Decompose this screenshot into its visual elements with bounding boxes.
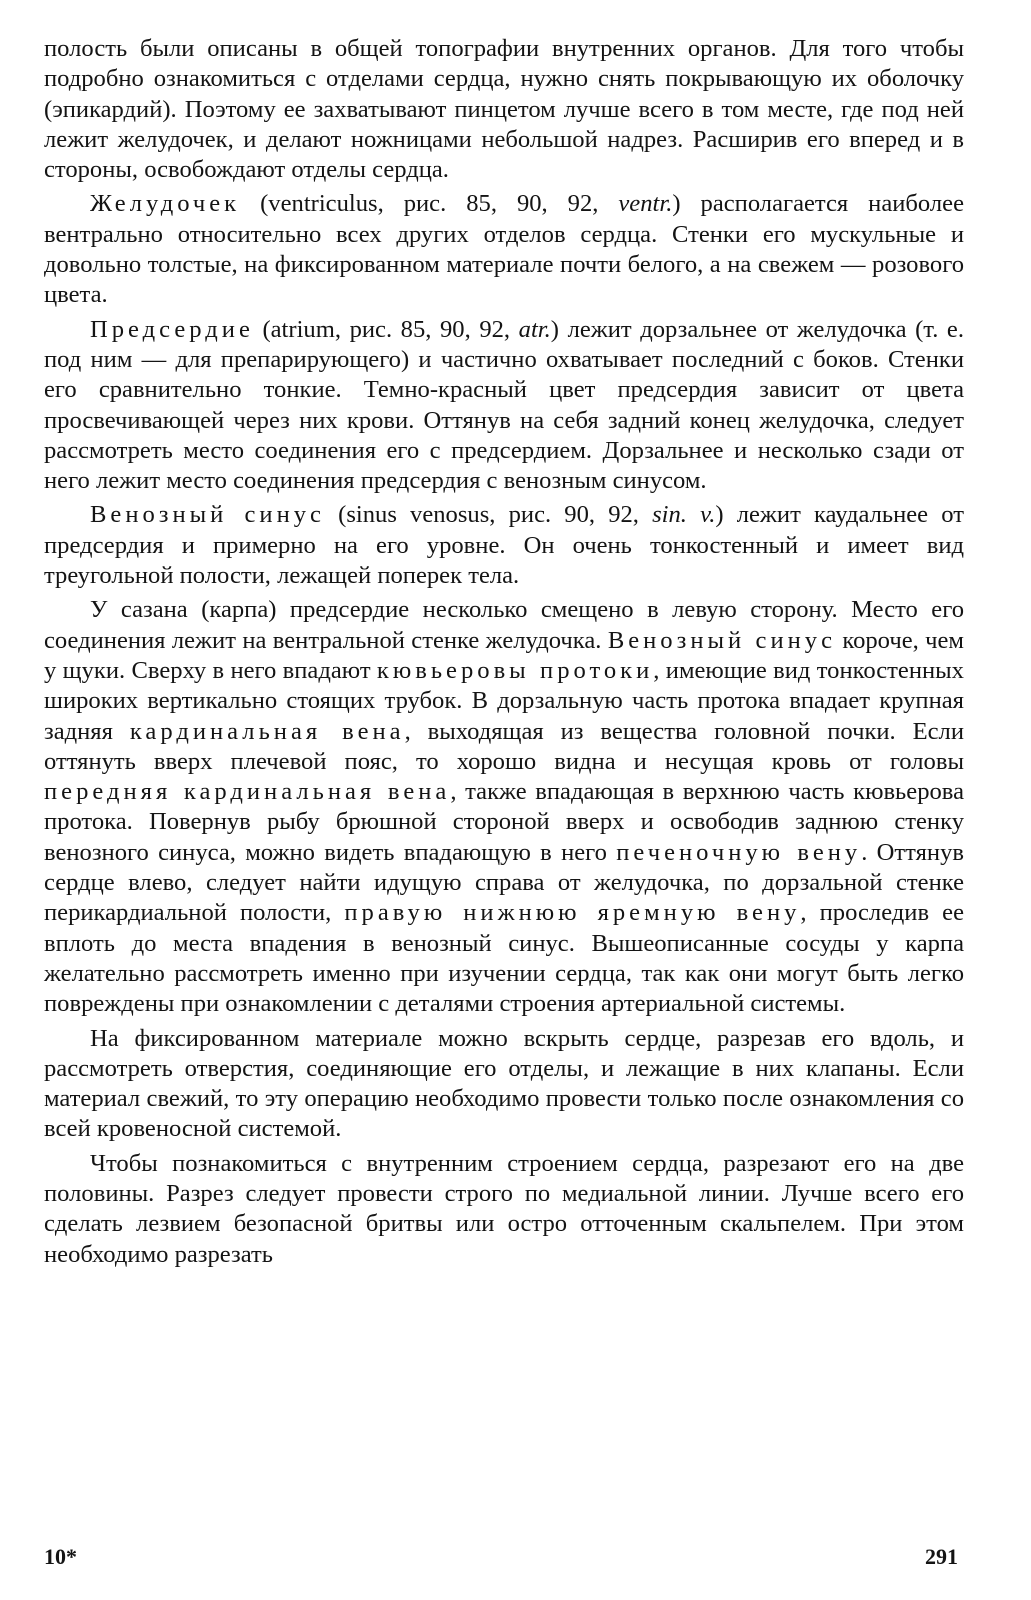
spaced-term: Желудочек bbox=[90, 190, 241, 218]
spaced-term: кардинальная вена bbox=[129, 717, 405, 745]
text-run: (atrium, рис. 85, 90, 92, bbox=[253, 315, 519, 343]
text-run: На фиксированном материале можно вскрыть сердце, разрезав его вдоль, и рассмотреть отверстия, соединяющие его отделы, и лежащие в них клапаны. Если материал свежий, то эту операцию необходимо провести только после ознакомления со всей кровеносной системой. bbox=[44, 1024, 964, 1143]
spaced-term: кювьеровы протоки bbox=[376, 656, 654, 684]
text-run: короче, чем у щуки. Сверху в него впадают bbox=[44, 626, 964, 684]
text-run: (sinus venosus, рис. 90, 92, bbox=[324, 501, 653, 529]
text-run: ) располагается наиболее вентрально относительно всех других отделов сердца. Стенки его мускульные и довольно толстые, на фиксированном материале почти белого, а на свежем — розового цвета. bbox=[44, 190, 964, 309]
document-page bbox=[44, 34, 964, 1574]
paragraph-carp-heart bbox=[44, 595, 964, 1019]
paragraph-heart-ventricle bbox=[44, 189, 964, 310]
text-run: ) лежит дорзальнее от желудочка (т. е. под ним — для препарирующего) и частично охватывает последний с боков. Стенки его сравнительно тонкие. Темно-красный цвет предсердия зависит от цвета просвечивающей через них крови. Оттянув на себя задний конец желудочка, следует рассмотреть место соединения его с предсердием. Дорзальнее и несколько сзади от него лежит место соединения предсердия с венозным синусом. bbox=[44, 315, 964, 495]
paragraph-heart-atrium bbox=[44, 315, 964, 497]
printer-signature-mark: 10* bbox=[44, 1544, 77, 1569]
italic-label: ventr. bbox=[618, 190, 673, 218]
italic-label: sin. v. bbox=[652, 501, 716, 529]
text-run: , также впадающая в верхнюю часть кювьерова протока. Повернув рыбу брюшной стороной вверх и освободив заднюю стенку венозного синуса, можно видеть впадающую в него bbox=[44, 778, 964, 866]
text-run: У сазана (карпа) предсердие несколько смещено в левую сторону. Место его соединения лежит на вентральной стенке желудочка. bbox=[44, 596, 964, 654]
body-text bbox=[44, 34, 964, 1270]
text-run: ) лежит каудальнее от предсердия и примерно на его уровне. Он очень тонкостенный и имеет вид треугольной полости, лежащей поперек тела. bbox=[44, 501, 964, 590]
text-run: . Оттянув сердце влево, следует найти идущую справа от желудочка, по дорзальной стенке перикардиальной полости, bbox=[44, 838, 964, 927]
text-run: полость были описаны в общей топографии внутренних органов. Для того чтобы подробно ознакомиться с отделами сердца, нужно снять покрывающую их оболочку (эпикардий). Поэтому ее захватывают пинцетом лучше всего в том месте, где под ней лежит желудочек, и делают ножницами небольшой надрез. Расширив его вперед и в стороны, освобождают отделы сердца. bbox=[44, 35, 964, 184]
paragraph-internal-structure bbox=[44, 1149, 964, 1270]
text-run: Чтобы познакомиться с внутренним строением сердца, разрезают его на две половины. Разрез следует провести строго по медиальной линии. Лучше всего его сделать лезвием безопасной бритвы или остро отточенным скальпелем. При этом необходимо разрезать bbox=[44, 1149, 964, 1268]
spaced-term: Венозный синус bbox=[90, 501, 325, 529]
text-run: , проследив ее вплоть до места впадения в венозный синус. Вышеописанные сосуды у карпа желательно рассмотреть именно при изучении сердца, так как они могут быть легко повреждены при ознакомлении с деталями строения артериальной системы. bbox=[44, 899, 964, 1018]
page-number: 291 bbox=[925, 1544, 958, 1569]
spaced-term: правую нижнюю яремную вену bbox=[344, 899, 801, 927]
paragraph-0 bbox=[44, 34, 964, 185]
spaced-term: передняя кардинальная вена bbox=[44, 778, 451, 806]
text-run: , выходящая из вещества головной почки. Если оттянуть вверх плечевой пояс, то хорошо видна и несущая кровь от головы bbox=[44, 717, 964, 775]
spaced-term: Предсердие bbox=[90, 315, 254, 343]
spaced-term: Венозный синус bbox=[607, 626, 836, 654]
spaced-term: печеночную вену bbox=[616, 838, 862, 866]
paragraph-sinus-venosus bbox=[44, 500, 964, 591]
text-run: (ventriculus, рис. 85, 90, 92, bbox=[240, 190, 619, 218]
paragraph-opening-heart bbox=[44, 1024, 964, 1145]
italic-label: atr. bbox=[518, 315, 551, 343]
page-footer bbox=[44, 1542, 964, 1574]
text-run: , имеющие вид тонкостенных широких вертикально стоящих трубок. В дорзальную часть протока впадает крупная задняя bbox=[44, 656, 964, 745]
